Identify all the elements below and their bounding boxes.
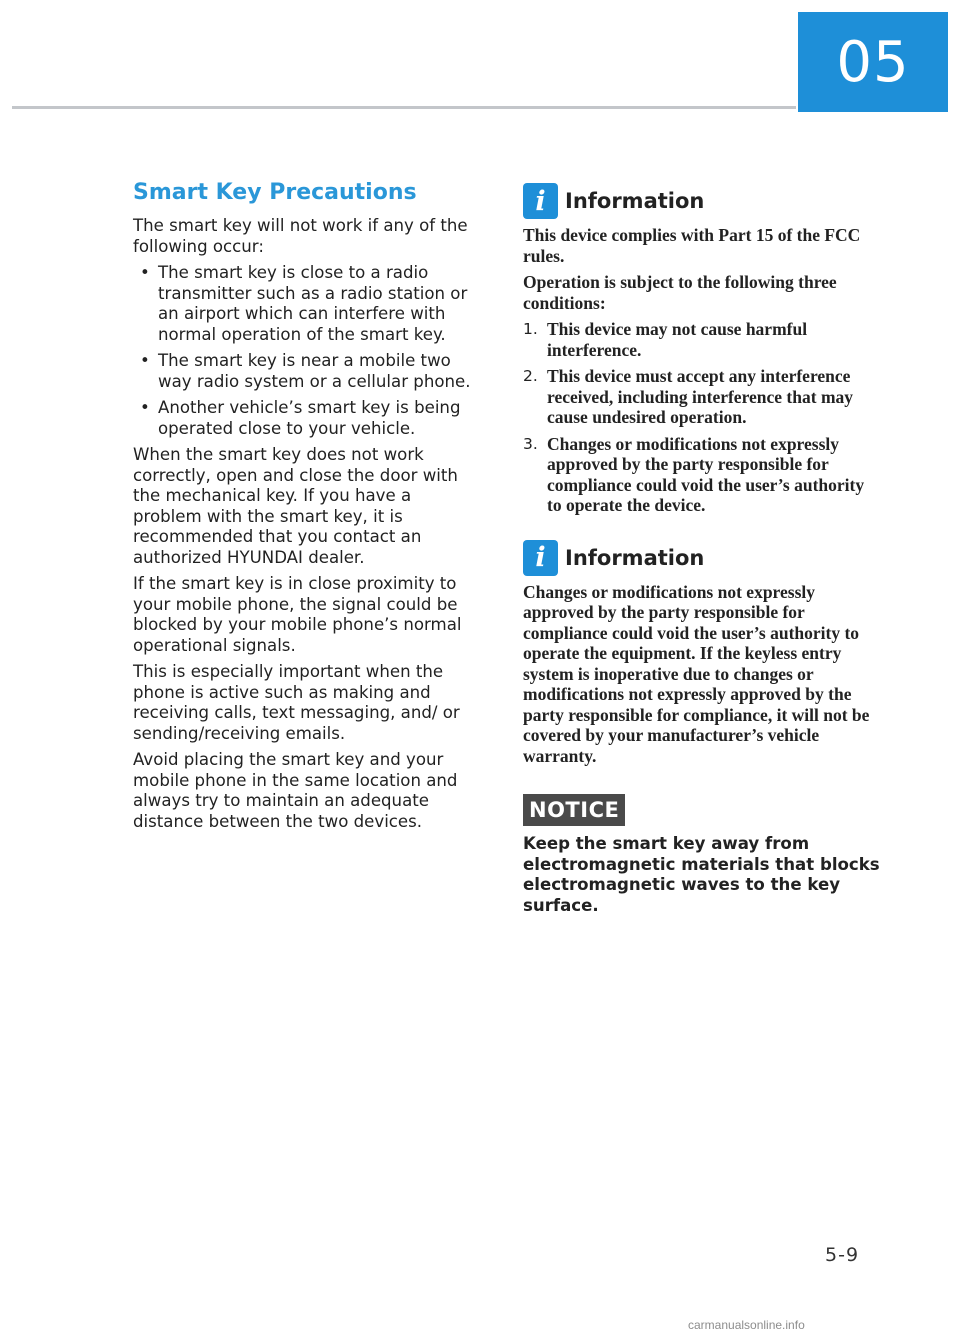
header-rule xyxy=(12,106,796,109)
list-item-text: The smart key is near a mobile two way radio system or a cellular phone. xyxy=(158,351,471,391)
right-column xyxy=(523,183,883,916)
conditions-list xyxy=(523,319,883,516)
information-box-warranty xyxy=(523,540,883,767)
list-item-text: The smart key is close to a radio transmitter such as a radio station or an airport which can interfere with normal operation of the smart key. xyxy=(158,263,468,344)
bullet-icon: • xyxy=(140,263,150,282)
left-column xyxy=(133,178,483,838)
body-paragraph: When the smart key does not work correctly, open and close the door with the mechanical key. If you have a problem with the smart key, it is recommended that you contact an authorized HYUNDAI dealer. xyxy=(133,445,458,567)
chapter-tab: 05 xyxy=(798,12,948,112)
information-paragraph: This device complies with Part 15 of the FCC rules. xyxy=(523,225,861,266)
info-icon: i xyxy=(523,183,558,219)
list-item-text: This device must accept any interference received, including interference that may cause undesired operation. xyxy=(547,366,854,427)
list-number: 1. xyxy=(523,320,538,338)
bullet-icon: • xyxy=(140,398,150,417)
list-item xyxy=(523,434,883,516)
information-title: Information xyxy=(565,189,705,213)
list-item-text: This device may not cause harmful interference. xyxy=(547,319,808,360)
precaution-list xyxy=(133,263,483,439)
list-item xyxy=(133,263,483,345)
list-item xyxy=(523,319,883,360)
information-title: Information xyxy=(565,545,705,570)
body-paragraph: This is especially important when the phone is active such as making and receiving calls, text messaging, and/ or sending/receiving emails. xyxy=(133,662,460,743)
bullet-icon: • xyxy=(140,351,150,370)
info-icon: i xyxy=(523,540,558,576)
information-paragraph: Changes or modifications not expressly approved by the party responsible for compliance could void the user’s authority to operate the equipment. If the keyless entry system is inoperative due to changes or modifications not expressly approved by the party responsible for compliance, it will not be covered by your manufacturer’s vehicle warranty. xyxy=(523,581,870,766)
notice-text: Keep the smart key away from electromagnetic materials that blocks electromagnetic waves to the key surface. xyxy=(523,834,880,915)
information-paragraph: Operation is subject to the following three conditions: xyxy=(523,272,837,313)
list-number: 3. xyxy=(523,434,538,453)
information-header xyxy=(523,540,883,576)
list-number: 2. xyxy=(523,367,538,385)
list-item xyxy=(133,351,483,392)
list-item-text: Changes or modifications not expressly approved by the party responsible for compliance could void the user’s authority to operate the device. xyxy=(547,433,865,515)
intro-paragraph: The smart key will not work if any of the following occur: xyxy=(133,216,468,256)
notice-badge: NOTICE xyxy=(523,794,625,826)
section-title: Smart Key Precautions xyxy=(133,180,417,205)
list-item-text: Another vehicle’s smart key is being operated close to your vehicle. xyxy=(158,398,461,438)
list-item xyxy=(133,398,483,439)
information-header xyxy=(523,183,883,219)
page-number: 5-9 xyxy=(825,1244,860,1266)
information-box-fcc xyxy=(523,183,883,516)
body-paragraph: Avoid placing the smart key and your mobile phone in the same location and always try to maintain an adequate distance between the two devices. xyxy=(133,750,458,831)
list-item xyxy=(523,366,883,428)
body-paragraph: If the smart key is in close proximity to your mobile phone, the signal could be blocked by your mobile phone’s normal operational signals. xyxy=(133,574,462,655)
watermark: carmanualsonline.info xyxy=(688,1318,805,1332)
notice-block xyxy=(523,772,883,916)
